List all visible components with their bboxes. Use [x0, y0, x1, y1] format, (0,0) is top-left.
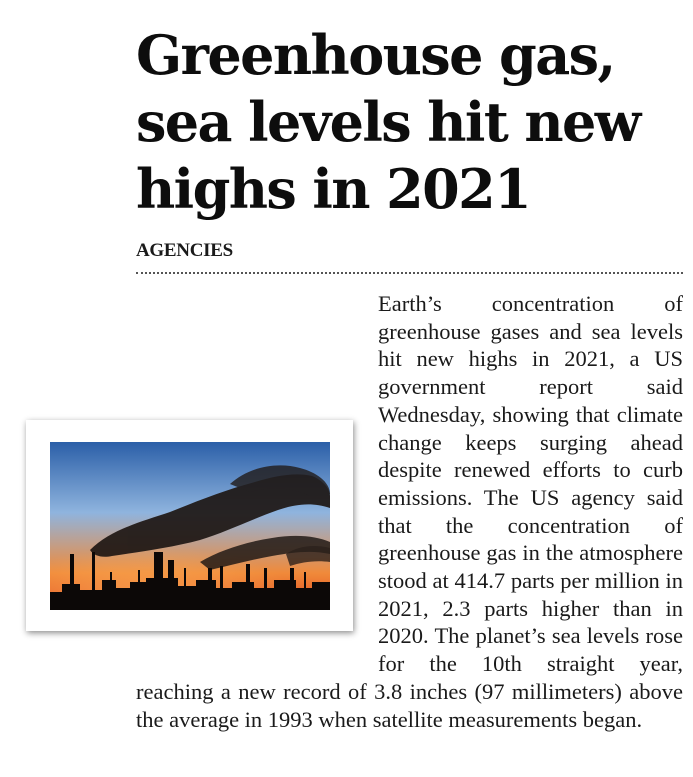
article-text: Earth’s concentration of greenhouse gases and sea levels hit new highs in 2021, a US government report said Wednesday, showing that climate change keeps surging ahead despite renewed efforts to curb emissions. The US agency said that the concentration of greenhouse gas in the atmosphere stood at 414.7 parts per million in 2021, 2.3 parts higher than in 2020. The planet’s sea levels rose for the 10th straight year, reaching a new record of 3.8 inches (97 millimeters) above the average in 1993 when satellite measurements began.	[136, 291, 683, 732]
photo-frame	[26, 420, 353, 631]
refinery-smoke-photo	[50, 442, 330, 610]
headline: Greenhouse gas, sea levels hit new highs in 2021	[136, 23, 640, 221]
dotted-divider	[136, 272, 683, 274]
byline: AGENCIES	[136, 240, 233, 261]
